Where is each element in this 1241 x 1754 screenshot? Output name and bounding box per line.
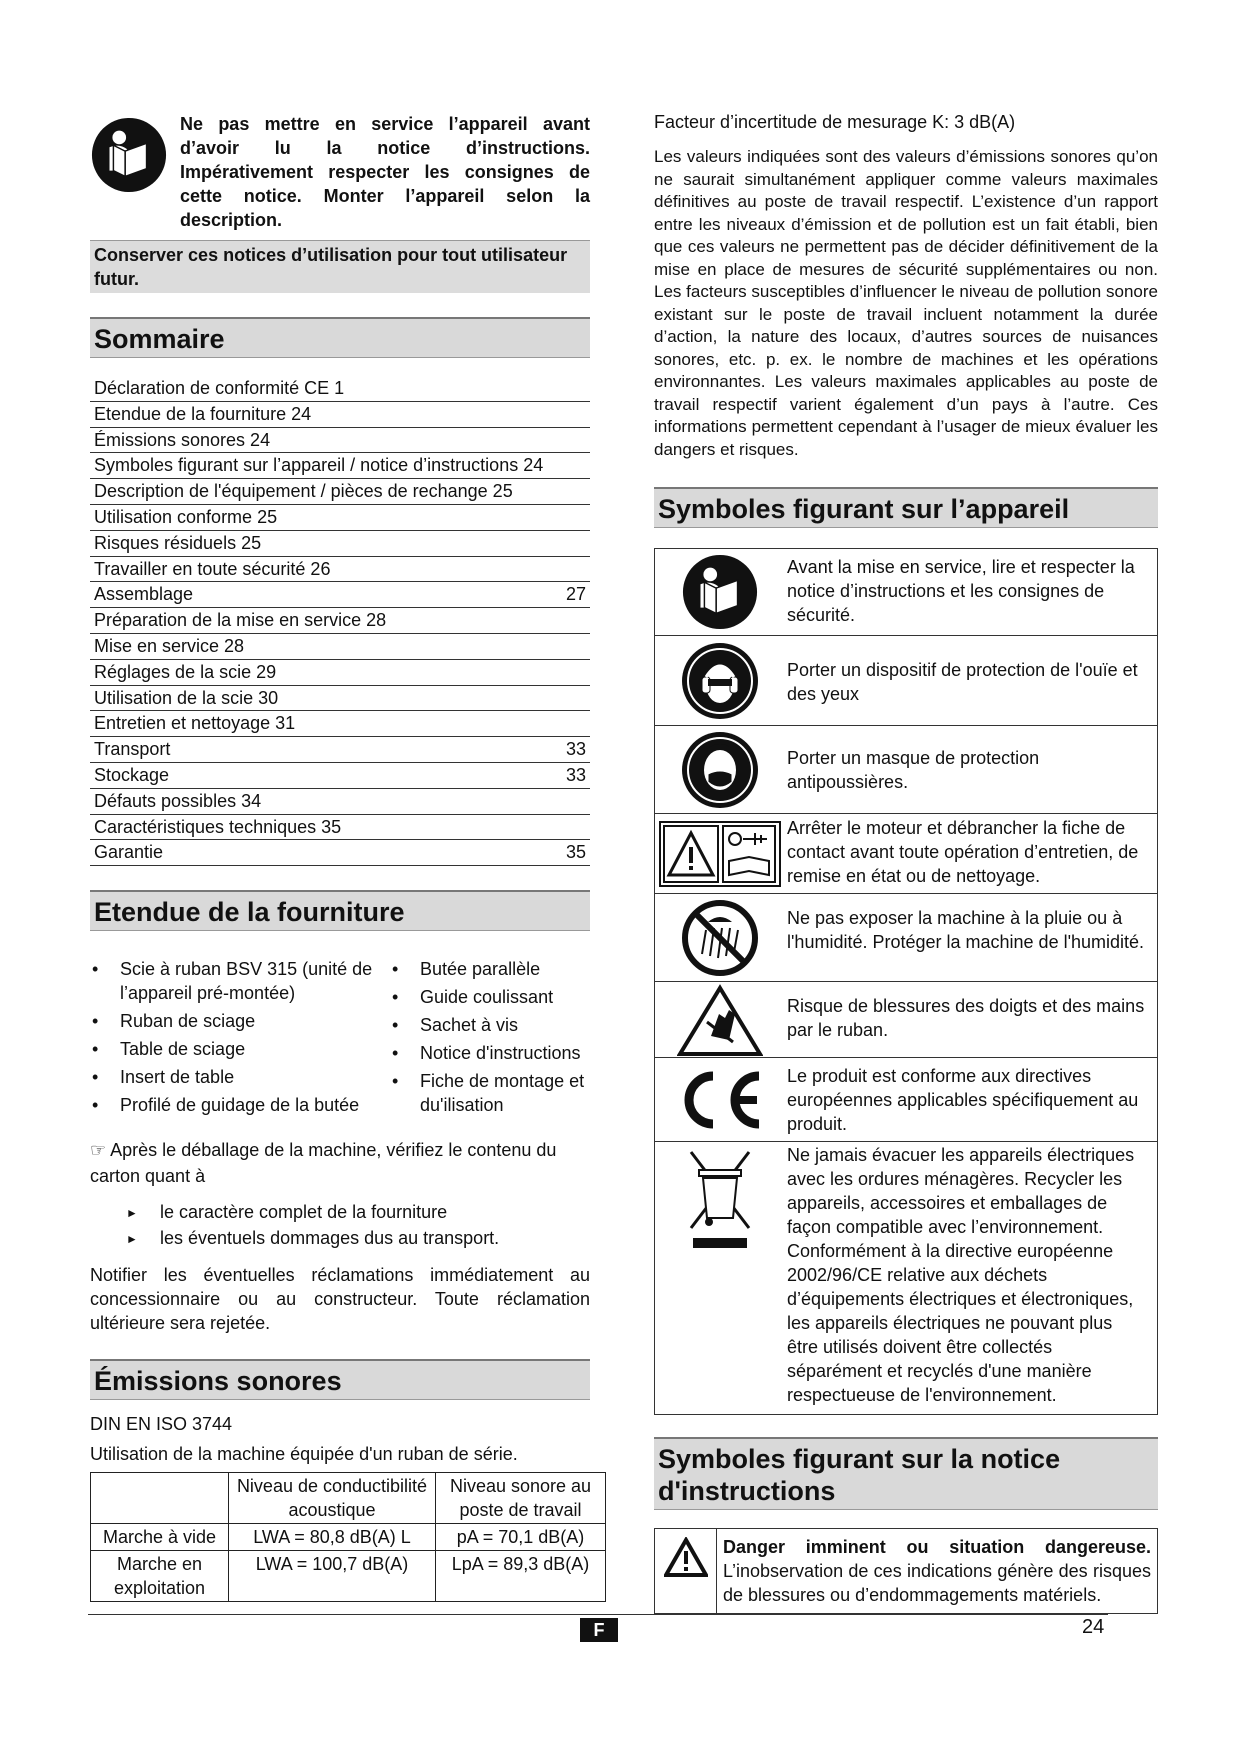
toc-entry-label: Utilisation de la scie 30 (94, 687, 279, 708)
weee-bin-icon (685, 1148, 755, 1252)
left-column (90, 112, 590, 1602)
toc-entry-label: Mise en service 28 (94, 635, 245, 656)
symbol-text: Ne pas exposer la machine à la pluie ou à l'humidité. Protéger la machine de l'humidité. (787, 908, 1145, 952)
danger-title: Danger imminent ou situation dangereuse. (723, 1537, 1151, 1557)
pointing-hand-icon: ☞ (90, 1140, 107, 1161)
supply-item: • Ruban de sciage (90, 1009, 390, 1033)
toc-entry-label: Risques résiduels 25 (94, 532, 262, 553)
toc-entry (90, 531, 590, 557)
noise-cell: LpA = 89,3 dB(A) (436, 1551, 606, 1602)
toc-entry (90, 711, 590, 737)
symbol-row (655, 549, 1157, 636)
toc-entry-page: 33 (565, 764, 586, 785)
supply-list-col1 (90, 957, 390, 1121)
page-number: 24 (1082, 1616, 1105, 1638)
unplug-warning-icon (659, 821, 781, 887)
noise-header-cell: Niveau de conductibilité acoustique (229, 1473, 436, 1524)
uncertainty-factor: Facteur d’incertitude de mesurage K: 3 dB(A) (654, 112, 1016, 132)
toc-entry-label: Caractéristiques techniques 35 (94, 816, 342, 837)
noise-table (90, 1472, 606, 1602)
toc-entry (90, 402, 590, 428)
symbol-text: Avant la mise en service, lire et respecter la notice d’instructions et les consignes de sécurité. (787, 557, 1135, 625)
intro-warning (90, 112, 590, 232)
toc-entry-label: Déclaration de conformité CE 1 (94, 378, 345, 398)
toc-entry (90, 840, 590, 866)
toc-entry (90, 660, 590, 686)
noise-standard: DIN EN ISO 3744 (90, 1414, 233, 1435)
footer-divider (88, 1614, 1108, 1615)
symbol-text: Le produit est conforme aux directives européennes applicables spécifiquement au produit. (787, 1066, 1139, 1134)
toc-entry (90, 582, 590, 608)
supply-item: • Sachet à vis (390, 1013, 590, 1037)
toc-entry (90, 505, 590, 531)
intro-warning-text: Ne pas mettre en service l’appareil avant d’avoir lu la notice d’instructions. Impérativement respecter les consignes de cette notice. Monter l’appareil selon la description. (180, 114, 590, 230)
noise-header-cell: Niveau sonore au poste de travail (436, 1473, 606, 1524)
toc-entry (90, 428, 590, 454)
toc-entry (90, 453, 590, 479)
toc-entry (90, 789, 590, 815)
supply-list-col2 (390, 957, 590, 1121)
toc-entry-page: 33 (565, 739, 586, 760)
toc-entry-label: Transport (94, 739, 171, 760)
toc-entry-label: Défauts possibles 34 (94, 790, 262, 811)
supply-item: • Fiche de montage et du'ilisation (390, 1069, 590, 1117)
toc-entry (90, 815, 590, 841)
unpacking-note (90, 1137, 590, 1189)
symbol-text: Ne jamais évacuer les appareils électriques avec les ordures ménagères. Recycler les appareils, accessoires et emballages de façon compatible avec l’environnement. Conformément à la directive européenne 2002/96/CE relative aux déchets d’équipements électriques et électroniques, les appareils électriques ne pouvant plus être utilisés doivent être collectés séparément et recyclés d'une manière respectueuse de l'environnement. (787, 1145, 1135, 1405)
danger-description: L’inobservation de ces indications génère des risques de blessures ou d’endommagements matériels. (723, 1561, 1151, 1605)
symbol-row (655, 814, 1157, 894)
toc-entry-label: Émissions sonores 24 (94, 429, 271, 450)
supply-item: • Insert de table (90, 1065, 390, 1089)
toc-entry-label: Entretien et nettoyage 31 (94, 713, 296, 734)
toc-entry (90, 557, 590, 583)
checklist-item: ► le caractère complet de la fourniture (126, 1199, 590, 1225)
toc-entry (90, 737, 590, 763)
claims-note: Notifier les éventuelles réclamations immédiatement au concessionnaire ou au constructeur. Toute réclamation ultérieure sera rejetée. (90, 1265, 590, 1334)
symbol-text: Arrêter le moteur et débrancher la fiche de contact avant toute opération d’entretien, de remise en état ou de nettoyage. (787, 818, 1139, 886)
noise-explanation: Les valeurs indiquées sont des valeurs d’émissions sonores qu’on ne saurait simultanément appliquer comme valeurs maximales définitives au poste de travail respectif. L’existence d’un rapport entre les niveaux d’émission et de pollution est un fait établi, bien que ces valeurs ne permettent pas de décider définitivement de la mise en place de mesures de sécurité supplémentaires ou non. Les facteurs susceptibles d’influencer le niveau de pollution sonore existant sur le poste de travail incluent notamment la durée d’action, la nature des locaux, d’autres sources de nuisances sonores, etc. p. ex. le nombre de machines et les opérations environnantes. Les valeurs maximales applicables au poste de travail respectif varient également d’un pays à l’autre. Ces informations permettent cependant à l’usager de mieux évaluer les dangers et risques. (654, 147, 1158, 459)
right-column (654, 110, 1158, 1614)
toc-entry-label: Garantie (94, 842, 164, 863)
danger-notice (654, 1528, 1158, 1614)
toc-entry-page: 35 (565, 842, 586, 863)
supply-item: • Butée parallèle (390, 957, 590, 981)
supply-item: • Scie à ruban BSV 315 (unité de l’appareil pré-montée) (90, 957, 390, 1005)
noise-header-cell (91, 1473, 229, 1524)
toc-entry (90, 608, 590, 634)
no-rain-icon (680, 898, 760, 978)
toc-entry (90, 686, 590, 712)
noise-cell: LWA = 100,7 dB(A) (229, 1551, 436, 1602)
toc-entry-label: Préparation de la mise en service 28 (94, 610, 387, 631)
toc-entry-label: Utilisation conforme 25 (94, 506, 278, 527)
symbol-row (655, 1058, 1157, 1142)
toc-entry-label: Assemblage (94, 584, 194, 605)
toc-heading: Sommaire (90, 317, 590, 358)
noise-table-row (91, 1524, 606, 1551)
noise-cell: Marche en exploitation (91, 1551, 229, 1602)
toc-entry-label: Symboles figurant sur l’appareil / notice d’instructions 24 (94, 455, 544, 476)
device-symbols-heading: Symboles figurant sur l’appareil (654, 487, 1158, 528)
unpacking-checklist (126, 1199, 590, 1251)
hand-injury-warning-icon (677, 984, 763, 1056)
supply-item: • Table de sciage (90, 1037, 390, 1061)
toc-entry (90, 479, 590, 505)
unpacking-note-text: Après le déballage de la machine, vérifiez le contenu du carton quant à (90, 1140, 557, 1187)
toc-entry-label: Stockage (94, 764, 170, 785)
supply-item: • Profilé de guidage de la butée (90, 1093, 390, 1117)
noise-cell: LWA = 80,8 dB(A) L (229, 1524, 436, 1551)
supply-item: • Guide coulissant (390, 985, 590, 1009)
symbol-row (655, 894, 1157, 982)
read-manual-icon (681, 553, 759, 631)
toc-entry (90, 763, 590, 789)
toc-entry-label: Etendue de la fourniture 24 (94, 403, 312, 424)
toc-entry-page: 27 (565, 584, 586, 605)
noise-table-header (91, 1473, 606, 1524)
symbol-row (655, 726, 1157, 814)
symbol-row (655, 1142, 1157, 1414)
symbol-row (655, 636, 1157, 726)
language-badge: F (580, 1618, 618, 1642)
toc-entry (90, 634, 590, 660)
checklist-item: ► les éventuels dommages dus au transport. (126, 1225, 590, 1251)
dust-mask-icon (680, 730, 760, 810)
device-symbols-table (654, 548, 1158, 1415)
symbol-text: Risque de blessures des doigts et des mains par le ruban. (787, 996, 1145, 1040)
noise-table-row (91, 1551, 606, 1602)
noise-heading: Émissions sonores (90, 1359, 590, 1400)
symbol-row (655, 982, 1157, 1058)
symbol-text: Porter un masque de protection antipoussières. (787, 748, 1040, 792)
noise-usage: Utilisation de la machine équipée d'un ruban de série. (90, 1444, 518, 1465)
supply-item: • Notice d'instructions (390, 1041, 590, 1065)
supply-list (90, 957, 590, 1121)
warning-triangle-icon (664, 1537, 708, 1577)
toc-entry-label: Travailler en toute sécurité 26 (94, 558, 331, 579)
noise-cell: Marche à vide (91, 1524, 229, 1551)
supply-heading: Etendue de la fourniture (90, 890, 590, 931)
ce-mark-icon (675, 1068, 765, 1132)
keep-instructions-box: Conserver ces notices d’utilisation pour tout utilisateur futur. (90, 240, 590, 293)
symbol-text: Porter un dispositif de protection de l'ouïe et des yeux (787, 660, 1138, 704)
noise-cell: pA = 70,1 dB(A) (436, 1524, 606, 1551)
hearing-eye-protection-icon (680, 641, 760, 721)
read-manual-icon (90, 116, 168, 194)
toc-entry-label: Description de l'équipement / pièces de rechange 25 (94, 481, 513, 502)
manual-symbols-heading: Symboles figurant sur la notice d'instructions (654, 1437, 1158, 1510)
table-of-contents (90, 376, 590, 866)
toc-entry-label: Réglages de la scie 29 (94, 661, 277, 682)
toc-entry (90, 376, 590, 402)
